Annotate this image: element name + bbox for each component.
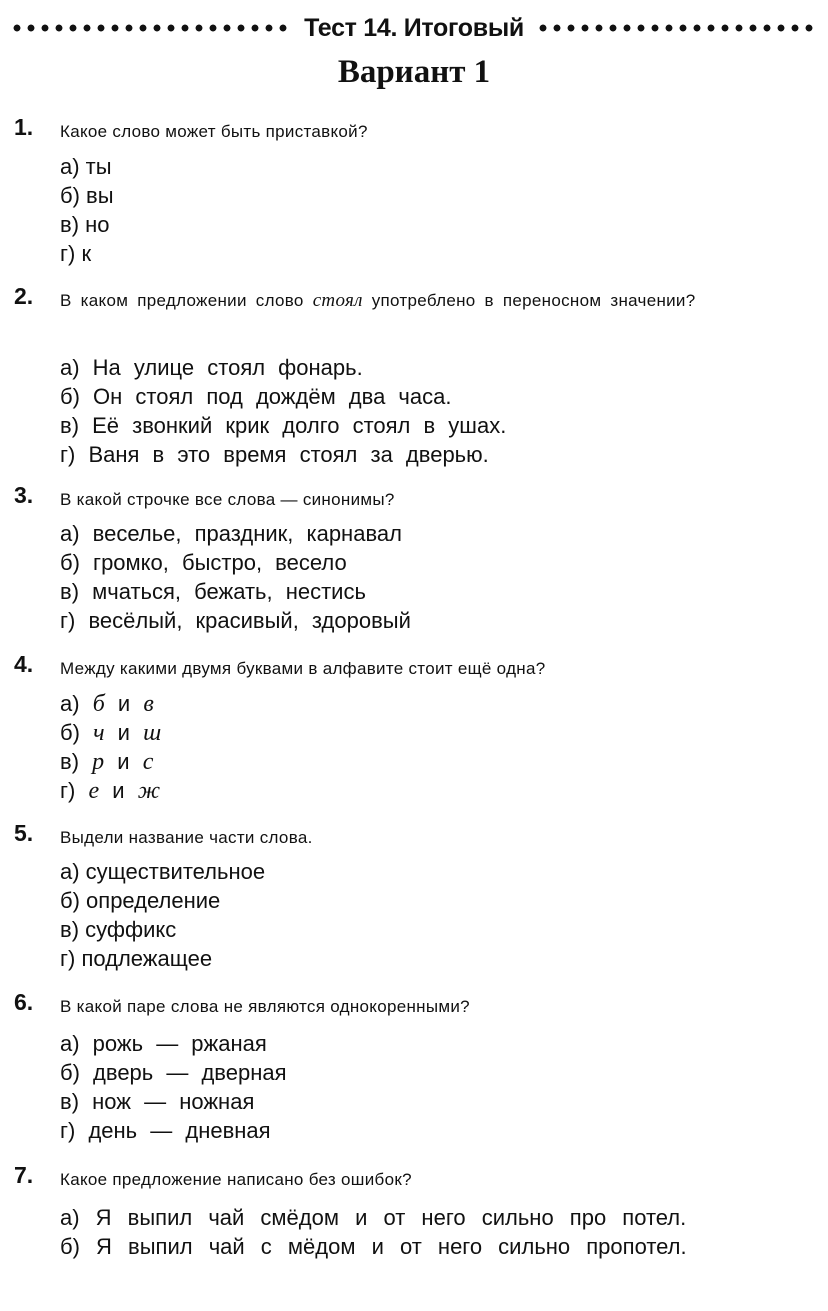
question-text: Выдели название части слова. (60, 828, 313, 847)
question-text: Какое предложение написано без ошибок? (60, 1170, 412, 1189)
question-number: 2. (14, 283, 34, 309)
test-title: Тест 14. Итоговый (304, 13, 524, 42)
question-number: 4. (14, 651, 34, 677)
conjunction: и (117, 720, 130, 745)
question-number: 6. (14, 989, 34, 1015)
answer-option: а) рожь — ржаная (60, 1031, 267, 1056)
question-text-emphasis: стоял (312, 290, 363, 311)
conjunction: и (117, 691, 131, 716)
answer-list (60, 857, 814, 973)
variant-title: Вариант 1 (337, 54, 491, 90)
answer-label: б) (60, 720, 80, 745)
answer-option: а) На улице стоял фонарь. (60, 355, 363, 380)
answer-option: б) определение (60, 888, 221, 913)
answer-label: в) (60, 749, 80, 774)
question-number: 3. (14, 482, 34, 508)
dots-left (10, 24, 292, 32)
question-text (60, 286, 814, 315)
answer-option: г) Ваня в это время стоял за дверью. (60, 442, 489, 467)
test-header (10, 12, 818, 44)
answer-list (60, 689, 814, 805)
answer-option: в) Её звонкий крик долго стоял в ушах. (60, 413, 507, 438)
answer-option: г) весёлый, красивый, здоровый (60, 608, 411, 633)
answer-list (60, 152, 814, 268)
answer-list (60, 1203, 814, 1261)
letter: е (88, 778, 100, 804)
dots-right (536, 24, 818, 32)
letter: р (92, 749, 105, 775)
answer-option: б) Он стоял под дождём два часа. (60, 384, 452, 409)
answer-option: в) мчаться, бежать, нестись (60, 579, 366, 604)
answer-option: а) веселье, праздник, карнавал (60, 521, 402, 546)
question-text: Какое слово может быть приставкой? (60, 122, 368, 141)
answer-option (60, 776, 814, 805)
question-text: В какой строчке все слова — синонимы? (60, 490, 395, 509)
answer-option: б) Я выпил чай с мёдом и от него сильно пропотел. (60, 1234, 687, 1259)
answer-option: в) нож — ножная (60, 1089, 255, 1114)
answer-option: в) суффикс (60, 917, 177, 942)
answer-label: а) (60, 691, 80, 716)
letter: с (142, 749, 154, 775)
answer-option: б) дверь — дверная (60, 1060, 287, 1085)
letter: в (143, 691, 154, 717)
answer-option: а) Я выпил чай смёдом и от него сильно про потел. (60, 1205, 687, 1230)
question-number: 7. (14, 1162, 34, 1188)
answer-option: г) подлежащее (60, 946, 213, 971)
answer-list (60, 353, 814, 469)
answer-option: г) к (60, 241, 92, 266)
letter: б (92, 691, 105, 717)
question-text: В какой паре слова не являются однокоренными? (60, 997, 470, 1016)
conjunction: и (117, 749, 130, 774)
letter: ш (143, 720, 162, 746)
question-text: Между какими двумя буквами в алфавите стоит ещё одна? (60, 659, 546, 678)
question-text-after: употреблено в переносном значении? (371, 291, 696, 310)
answer-option (60, 718, 814, 747)
answer-label: г) (60, 778, 76, 803)
answer-option: а) существительное (60, 859, 266, 884)
answer-list (60, 519, 814, 635)
answer-list (60, 1029, 814, 1145)
answer-option (60, 689, 814, 718)
answer-option: б) вы (60, 183, 114, 208)
answer-option: в) но (60, 212, 110, 237)
question-number: 1. (14, 114, 34, 140)
conjunction: и (112, 778, 125, 803)
answer-option (60, 747, 814, 776)
question-text-before: В каком предложении слово (60, 291, 304, 310)
letter: ж (137, 778, 161, 804)
letter: ч (93, 720, 105, 746)
answer-option: б) громко, быстро, весело (60, 550, 347, 575)
answer-option: г) день — дневная (60, 1118, 271, 1143)
answer-option: а) ты (60, 154, 112, 179)
question-number: 5. (14, 820, 34, 846)
